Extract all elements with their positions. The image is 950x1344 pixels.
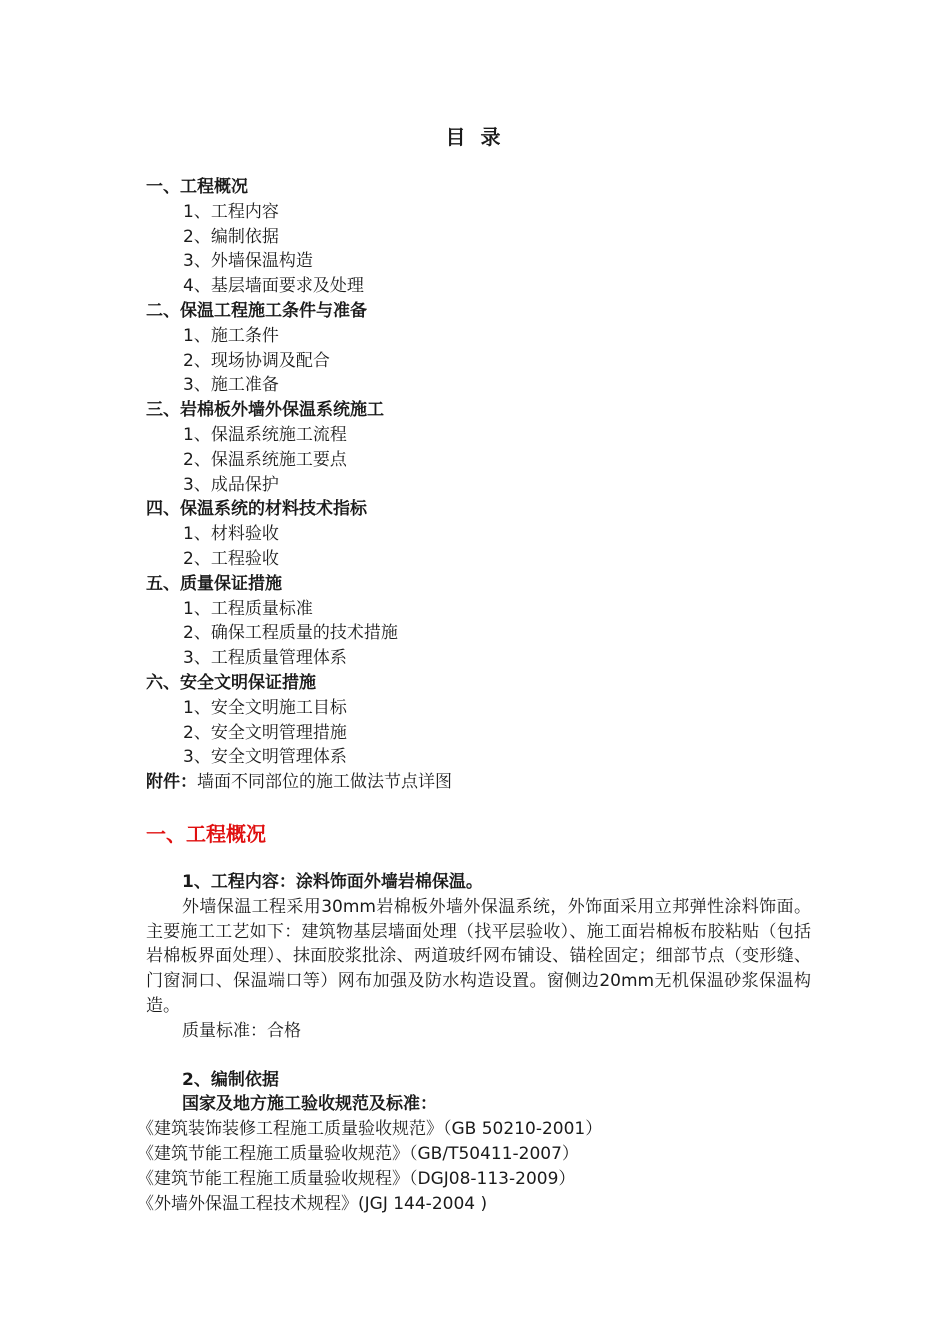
toc-item[interactable]: 2、现场协调及配合 bbox=[183, 350, 330, 371]
toc-section-6[interactable]: 六、安全文明保证措施 bbox=[146, 672, 316, 693]
toc-section-2[interactable]: 二、保温工程施工条件与准备 bbox=[146, 300, 367, 321]
reference-item: 《建筑节能工程施工质量验收规范》（GB/T50411-2007） bbox=[137, 1143, 579, 1164]
subsection-heading-1: 1、工程内容：涂料饰面外墙岩棉保温。 bbox=[182, 872, 483, 892]
toc-section-3[interactable]: 三、岩棉板外墙外保温系统施工 bbox=[146, 400, 384, 421]
toc-item[interactable]: 3、施工准备 bbox=[183, 375, 279, 396]
reference-item: 《建筑装饰装修工程施工质量验收规范》（GB 50210-2001） bbox=[137, 1119, 603, 1140]
subsection-heading-2: 2、编制依据 bbox=[182, 1069, 279, 1090]
toc-item[interactable]: 3、安全文明管理体系 bbox=[183, 747, 347, 768]
table-of-contents bbox=[146, 175, 826, 795]
toc-appendix[interactable] bbox=[146, 770, 826, 795]
toc-item[interactable]: 3、外墙保温构造 bbox=[183, 251, 313, 272]
reference-item: 《外墙外保温工程技术规程》(JGJ 144-2004 ) bbox=[137, 1193, 488, 1214]
toc-item[interactable]: 2、安全文明管理措施 bbox=[183, 722, 347, 743]
toc-item[interactable]: 2、工程验收 bbox=[183, 548, 279, 569]
toc-item[interactable]: 2、保温系统施工要点 bbox=[183, 449, 347, 470]
subsection-subheading: 国家及地方施工验收规范及标准： bbox=[182, 1094, 437, 1115]
toc-appendix-text: 墙面不同部位的施工做法节点详图 bbox=[197, 772, 452, 793]
toc-item[interactable]: 1、安全文明施工目标 bbox=[183, 697, 347, 718]
toc-item[interactable]: 1、工程质量标准 bbox=[183, 598, 313, 619]
document-body bbox=[137, 818, 811, 1216]
toc-item[interactable]: 1、保温系统施工流程 bbox=[183, 424, 347, 445]
paragraph-project-content: 外墙保温工程采用30mm岩棉板外墙外保温系统，外饰面采用立邦弹性涂料饰面。主要施工工艺如下：建筑物基层墙面处理（找平层验收）、施工面岩棉板布胶粘贴（包括岩棉板界面处理）、抹面胶浆批涂、两道玻纤网布铺设、锚栓固定；细部节点（变形缝、门窗洞口、保温端口等）网布加强及防水构造设置。窗侧边20mm无机保温砂浆保温构造。 bbox=[146, 896, 811, 1016]
toc-item[interactable]: 3、成品保护 bbox=[183, 474, 279, 495]
toc-item[interactable]: 1、施工条件 bbox=[183, 325, 279, 346]
section-heading: 一、工程概况 bbox=[146, 822, 266, 846]
toc-appendix-label: 附件： bbox=[146, 772, 197, 793]
toc-title: 目 录 bbox=[445, 125, 505, 149]
toc-section-5[interactable]: 五、质量保证措施 bbox=[146, 573, 282, 594]
toc-item[interactable]: 2、编制依据 bbox=[183, 226, 279, 247]
reference-item: 《建筑节能工程施工质量验收规程》（DGJ08-113-2009） bbox=[137, 1168, 576, 1189]
reference-list bbox=[137, 1117, 811, 1216]
toc-section-4[interactable]: 四、保温系统的材料技术指标 bbox=[146, 499, 367, 520]
toc-item[interactable]: 3、工程质量管理体系 bbox=[183, 648, 347, 669]
toc-item[interactable]: 2、确保工程质量的技术措施 bbox=[183, 623, 398, 644]
toc-item[interactable]: 4、基层墙面要求及处理 bbox=[183, 276, 364, 297]
quality-standard: 质量标准：合格 bbox=[182, 1020, 301, 1041]
toc-item[interactable]: 1、材料验收 bbox=[183, 524, 279, 545]
toc-section-1[interactable]: 一、工程概况 bbox=[146, 177, 248, 197]
toc-item[interactable]: 1、工程内容 bbox=[183, 201, 279, 222]
